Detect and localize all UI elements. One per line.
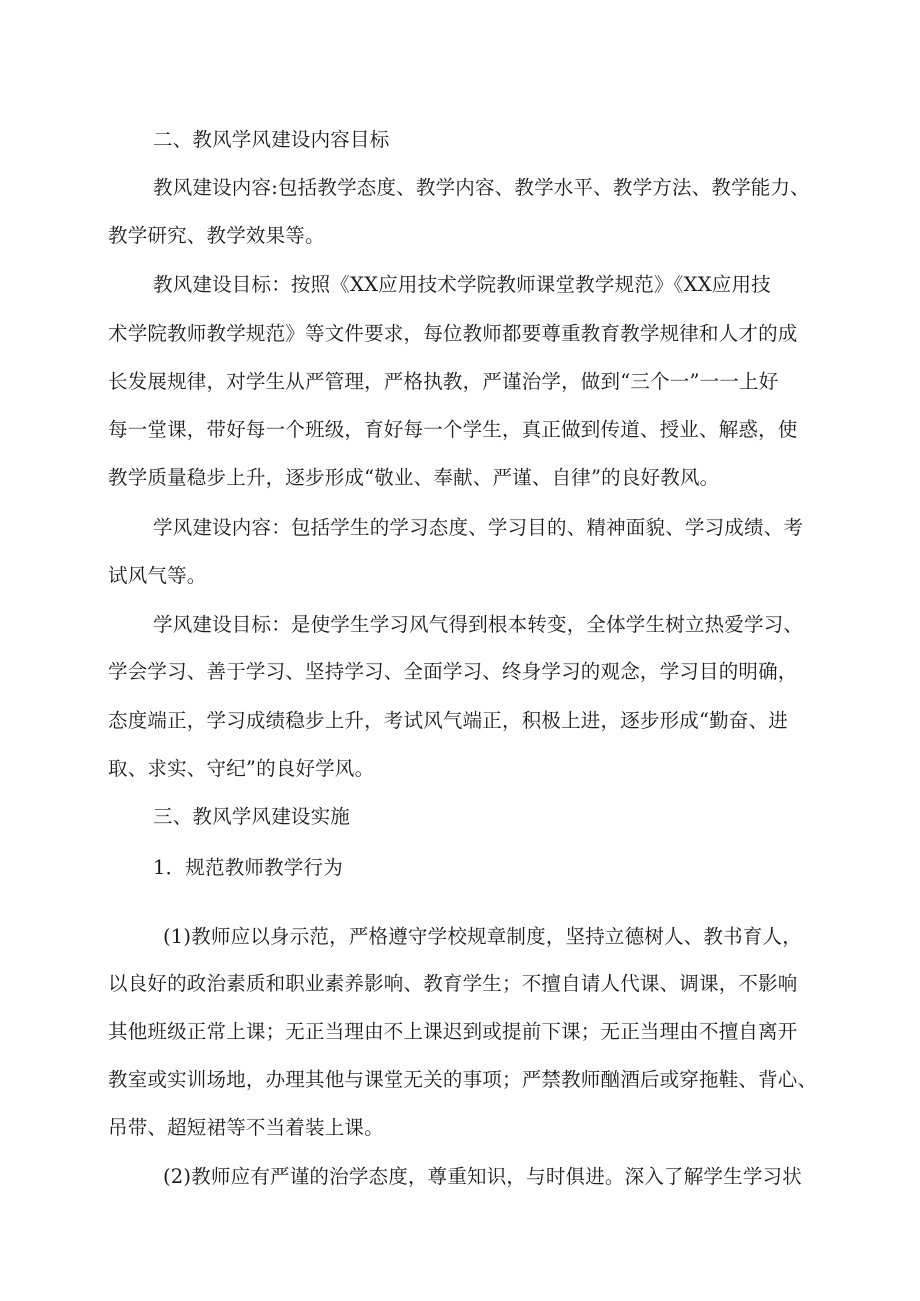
study-style-goal-line-2: 学会学习、善于学习、坚持学习、全面学习、终身学习的观念，学习目的明确，	[108, 660, 798, 683]
teaching-style-goal-line-1: 教风建设目标：按照《XX应用技术学院教师课堂教学规范》《XX应用技	[153, 273, 771, 296]
study-style-content-line-2: 试风气等。	[108, 564, 207, 587]
item-1-line-1: (1)教师应以身示范，严格遵守学校规章制度，坚持立德树人、教书育人，	[163, 925, 802, 948]
teaching-style-content-line-1: 教风建设内容:包括教学态度、教学内容、教学水平、教学方法、教学能力、	[153, 176, 810, 199]
study-style-goal-line-1: 学风建设目标：是使学生学习风气得到根本转变，全体学生树立热爱学习、	[153, 613, 804, 636]
item-2-line-1: (2)教师应有严谨的治学态度，尊重知识，与时俱进。深入了解学生学习状	[163, 1165, 802, 1188]
item-1-line-2: 以良好的政治素质和职业素养影响、教育学生；不擅自请人代课、调课，不影响	[108, 972, 798, 995]
subsection-heading-1: 1．规范教师教学行为	[153, 856, 343, 879]
teaching-style-goal-line-4: 每一堂课，带好每一个班级，育好每一个学生，真正做到传道、授业、解惑，使	[108, 418, 798, 441]
study-style-goal-line-3: 态度端正，学习成绩稳步上升，考试风气端正，积极上进，逐步形成“勤奋、进	[108, 709, 788, 732]
teaching-style-goal-line-3: 长发展规律，对学生从严管理，严格执教，严谨治学，做到“三个一”一一上好	[108, 370, 779, 393]
teaching-style-content-line-2: 教学研究、教学效果等。	[108, 224, 325, 247]
section-heading-3: 三、教风学风建设实施	[153, 805, 351, 828]
section-heading-2: 二、教风学风建设内容目标	[153, 128, 390, 151]
study-style-goal-line-4: 取、求实、守纪”的良好学风。	[108, 757, 375, 780]
teaching-style-goal-line-5: 教学质量稳步上升，逐步形成“敬业、奉献、严谨、自律”的良好教风。	[108, 466, 720, 489]
item-1-line-5: 吊带、超短裙等不当着装上课。	[108, 1116, 384, 1139]
item-1-line-3: 其他班级正常上课；无正当理由不上课迟到或提前下课；无正当理由不擅自离开	[108, 1020, 798, 1043]
item-1-line-4: 教室或实训场地，办理其他与课堂无关的事项；严禁教师酗酒后或穿拖鞋、背心、	[108, 1068, 818, 1091]
teaching-style-goal-line-2: 术学院教师教学规范》等文件要求，每位教师都要尊重教育教学规律和人才的成	[108, 322, 798, 345]
study-style-content-line-1: 学风建设内容：包括学生的学习态度、学习目的、精神面貌、学习成绩、考	[153, 516, 804, 539]
